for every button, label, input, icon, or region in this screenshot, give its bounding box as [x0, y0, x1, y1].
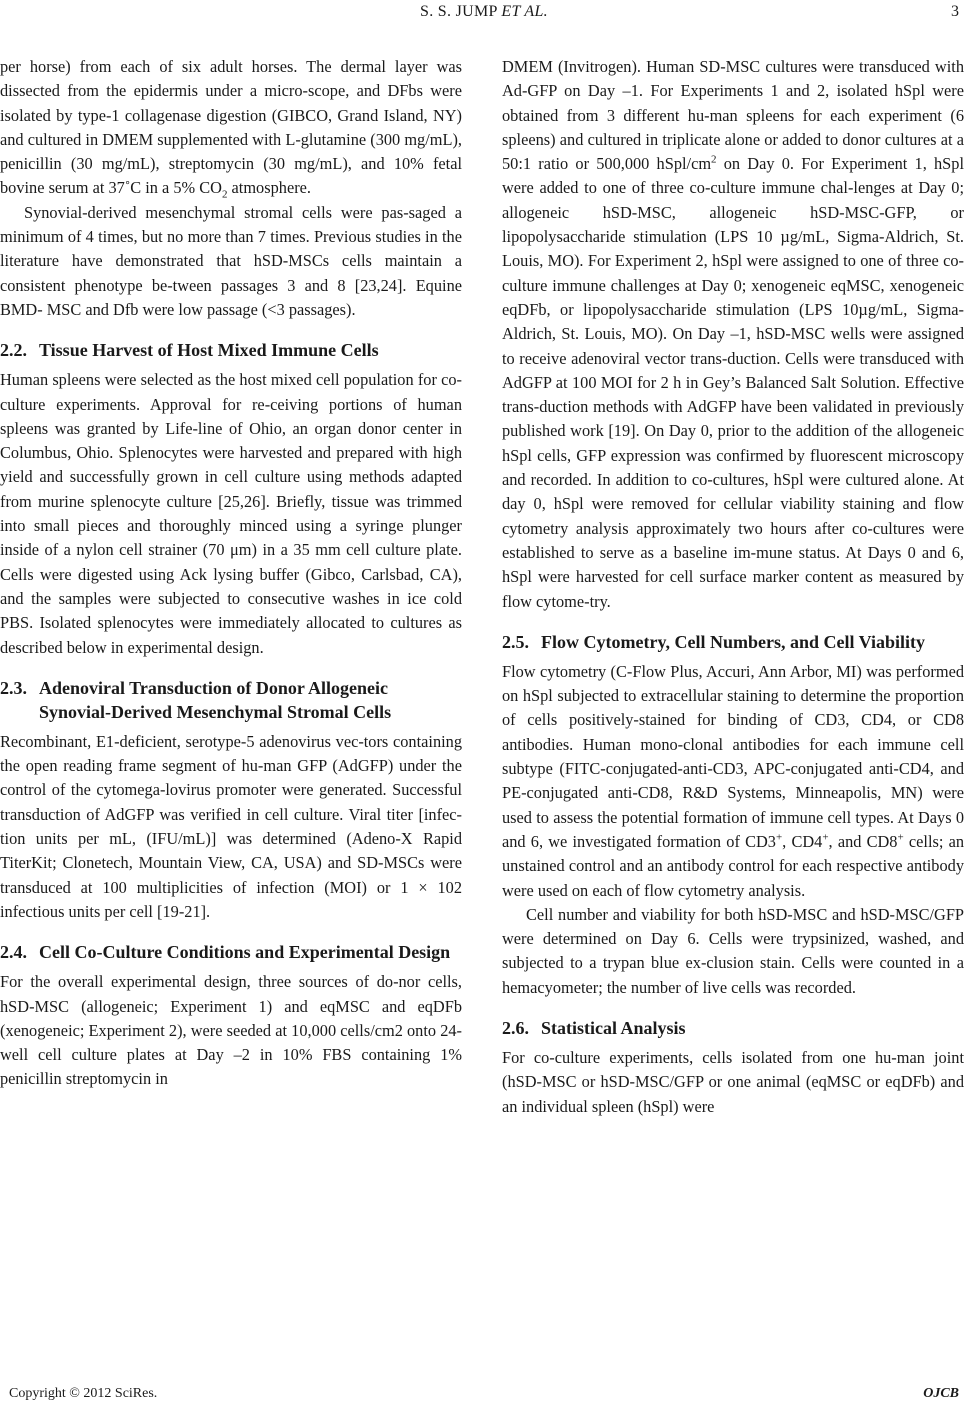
copyright-notice: Copyright © 2012 SciRes. [9, 1386, 158, 1401]
section-heading-2-5: 2.5. Flow Cytometry, Cell Numbers, and Cell Viability [502, 631, 925, 652]
section-heading-2-6: 2.6. Statistical Analysis [502, 1017, 686, 1038]
section-heading-2-4: 2.4. Cell Co-Culture Conditions and Experimental Design [0, 942, 451, 963]
page-number: 3 [951, 3, 959, 20]
paragraph: For co-culture experiments, cells isolated from one hu-man joint (hSD-MSC or hSD-MSC/GFP or one animal (eqMSC or eqDFb) and an individual spleen (hSpl) were [502, 1047, 964, 1116]
section-heading-2-3: 2.3. Adenoviral Transduction of Donor Allogeneic Synovial-Derived Mesenchymal Stromal Cells [0, 677, 392, 722]
journal-abbreviation: OJCB [923, 1386, 959, 1401]
paragraph: Recombinant, E1-deficient, serotype-5 adenovirus vec-tors containing the open reading frame segment of hu-man GFP (AdGFP) under the control of the cytomega-lovirus promoter were generated. Successful transduction of AdGFP was verified in cell culture. Viral titer [infec-tion units per mL, (IFU/mL)] was determined (Adeno-X Rapid TiterKit; Clonetech, Mountain View, CA, USA) and SD-MSCs were transduced at 100 multiplicities of infection (MOI) or 1 × 102 infectious units per cell [19-21]. [0, 731, 462, 921]
running-head [0, 3, 968, 21]
paragraph: Cell number and viability for both hSD-MSC and hSD-MSC/GFP were determined on Day 6. Cells were trypsinized, washed, and subjected to a trypan blue ex-clusion stain. Cells were counted in a hemacyometer; the number of live cells was recorded. [502, 904, 964, 997]
section-heading-2-2: 2.2. Tissue Harvest of Host Mixed Immune Cells [0, 340, 379, 361]
paragraph: Synovial-derived mesenchymal stromal cells were pas-saged a minimum of 4 times, but no more than 7 times. Previous studies in the literature have demonstrated that hSD-MSCs cells maintain a consistent phenotype be-tween passages 3 and 8 [23,24]. Equine BMD- MSC and Dfb were low passage (<3 passages). [0, 202, 462, 319]
running-head-et-al: ET AL. [501, 3, 548, 20]
paragraph: DMEM (Invitrogen). Human SD-MSC cultures were transduced with Ad-GFP on Day –1. For Experiments 1 and 2, isolated hSpl were obtained from 3 different hu-man spleens for each experiment (6 spleens) and cultured in triplicate alone or added to donor cultures at a 50:1 ratio or 500,000 hSpl/$cm^2$ on Day 0. For Experiment 1, hSpl were added to one of three co-culture immune chal-lenges at Day 0; allogeneic hSD-MSC, allogeneic hSD-MSC-GFP, or lipopolysaccharide stimulation (LPS 10 µg/mL, Sigma-Aldrich, St. Louis, MO). For Experiment 2, hSpl were assigned to one of three co-culture immune challenges at Day 0; xenogeneic eqMSC, xenogeneic eqDFb, or lipopolysaccharide stimulation (LPS 10µg/mL, Sigma-Aldrich, St. Louis, MO). On Day –1, hSD-MSC wells were assigned to receive adenoviral vector trans-duction. Cells were transduced with AdGFP at 100 MOI for 2 h in Gey’s Balanced Salt Solution. Effective trans-duction methods with AdGFP have been validated in previously published work [19]. On Day 0, prior to the addition of the allogeneic hSpl cells, GFP expression was confirmed by fluorescent microscopy and recorded. In addition to co-cultures, hSpl were cultured alone. At day 0, hSpl were removed for cellular viability staining and flow cytometry analysis approximately two hours after co-cultures were established to serve as a baseline im-mune status. At Days 0 and 6, hSpl were harvested for cell surface marker content as measured by flow cytome-try. [502, 57, 964, 611]
page-header [0, 3, 968, 25]
paragraph: Human spleens were selected as the host mixed cell population for co-culture experiments. Approval for re-ceiving portions of human spleens was granted by Life-line of Ohio, an organ donor center in Columbus, Ohio. Splenocytes were harvested and prepared with high yield and successfully grown in cell culture using methods adapted from murine splenocyte culture [25,26]. Briefly, tissue was trimmed into small pieces and thoroughly minced using a syringe plunger inside of a nylon cell strainer (70 μm) in a 35 mm cell culture plate. Cells were digested using Ack lysing buffer (Gibco, Carlsbad, CA), and the samples were subjected to consecutive washes in ice cold PBS. Isolated splenocytes were immediately allocated to cultures as described below in experimental design. [0, 370, 462, 657]
page-footer [0, 1386, 968, 1406]
paragraph: For the overall experimental design, three sources of do-nor cells, hSD-MSC (allogeneic; Experiment 1) and eqMSC and eqDFb (xenogeneic; Experiment 2), were seeded at 10,000 cells/cm2 onto 24-well cell culture plates at Day –2 in 10% FBS containing 1% penicillin streptomycin in [0, 972, 462, 1089]
paragraph: Flow cytometry (C-Flow Plus, Accuri, Ann Arbor, MI) was performed on hSpl subjected to extracellular staining to determine the proportion of cells positively-stained for binding of CD3, CD4, or CD8 antibodies. Human mono-clonal antibodies for each immune cell subtype (FITC-conjugated-anti-CD3, APC-conjugated anti-CD4, and PE-conjugated anti-CD8, R&D Systems, Minneapolis, MN) were used to assess the potential formation of immune cell types. At Days 0 and 6, we investigated formation of CD3+, CD4+, and CD8+ cells; an unstained control and an antibody control for each respective antibody were used on each of flow cytometry analysis. [502, 661, 964, 900]
running-head-authors: S. S. JUMP [420, 3, 498, 20]
left-column [0, 55, 462, 1092]
paragraph: per horse) from each of six adult horses. The dermal layer was dissected from the epidermis under a micro-scope, and DFbs were isolated by type-1 collagenase digestion (GIBCO, Grand Island, NY) and cultured in DMEM supplemented with L-glutamine (300 mg/mL), penicillin (30 mg/mL), streptomycin (30 mg/mL), and 10% fetal bovine serum at 37˚C in a 5% $CO_2$ atmosphere. [0, 57, 462, 201]
right-column [502, 55, 964, 1119]
